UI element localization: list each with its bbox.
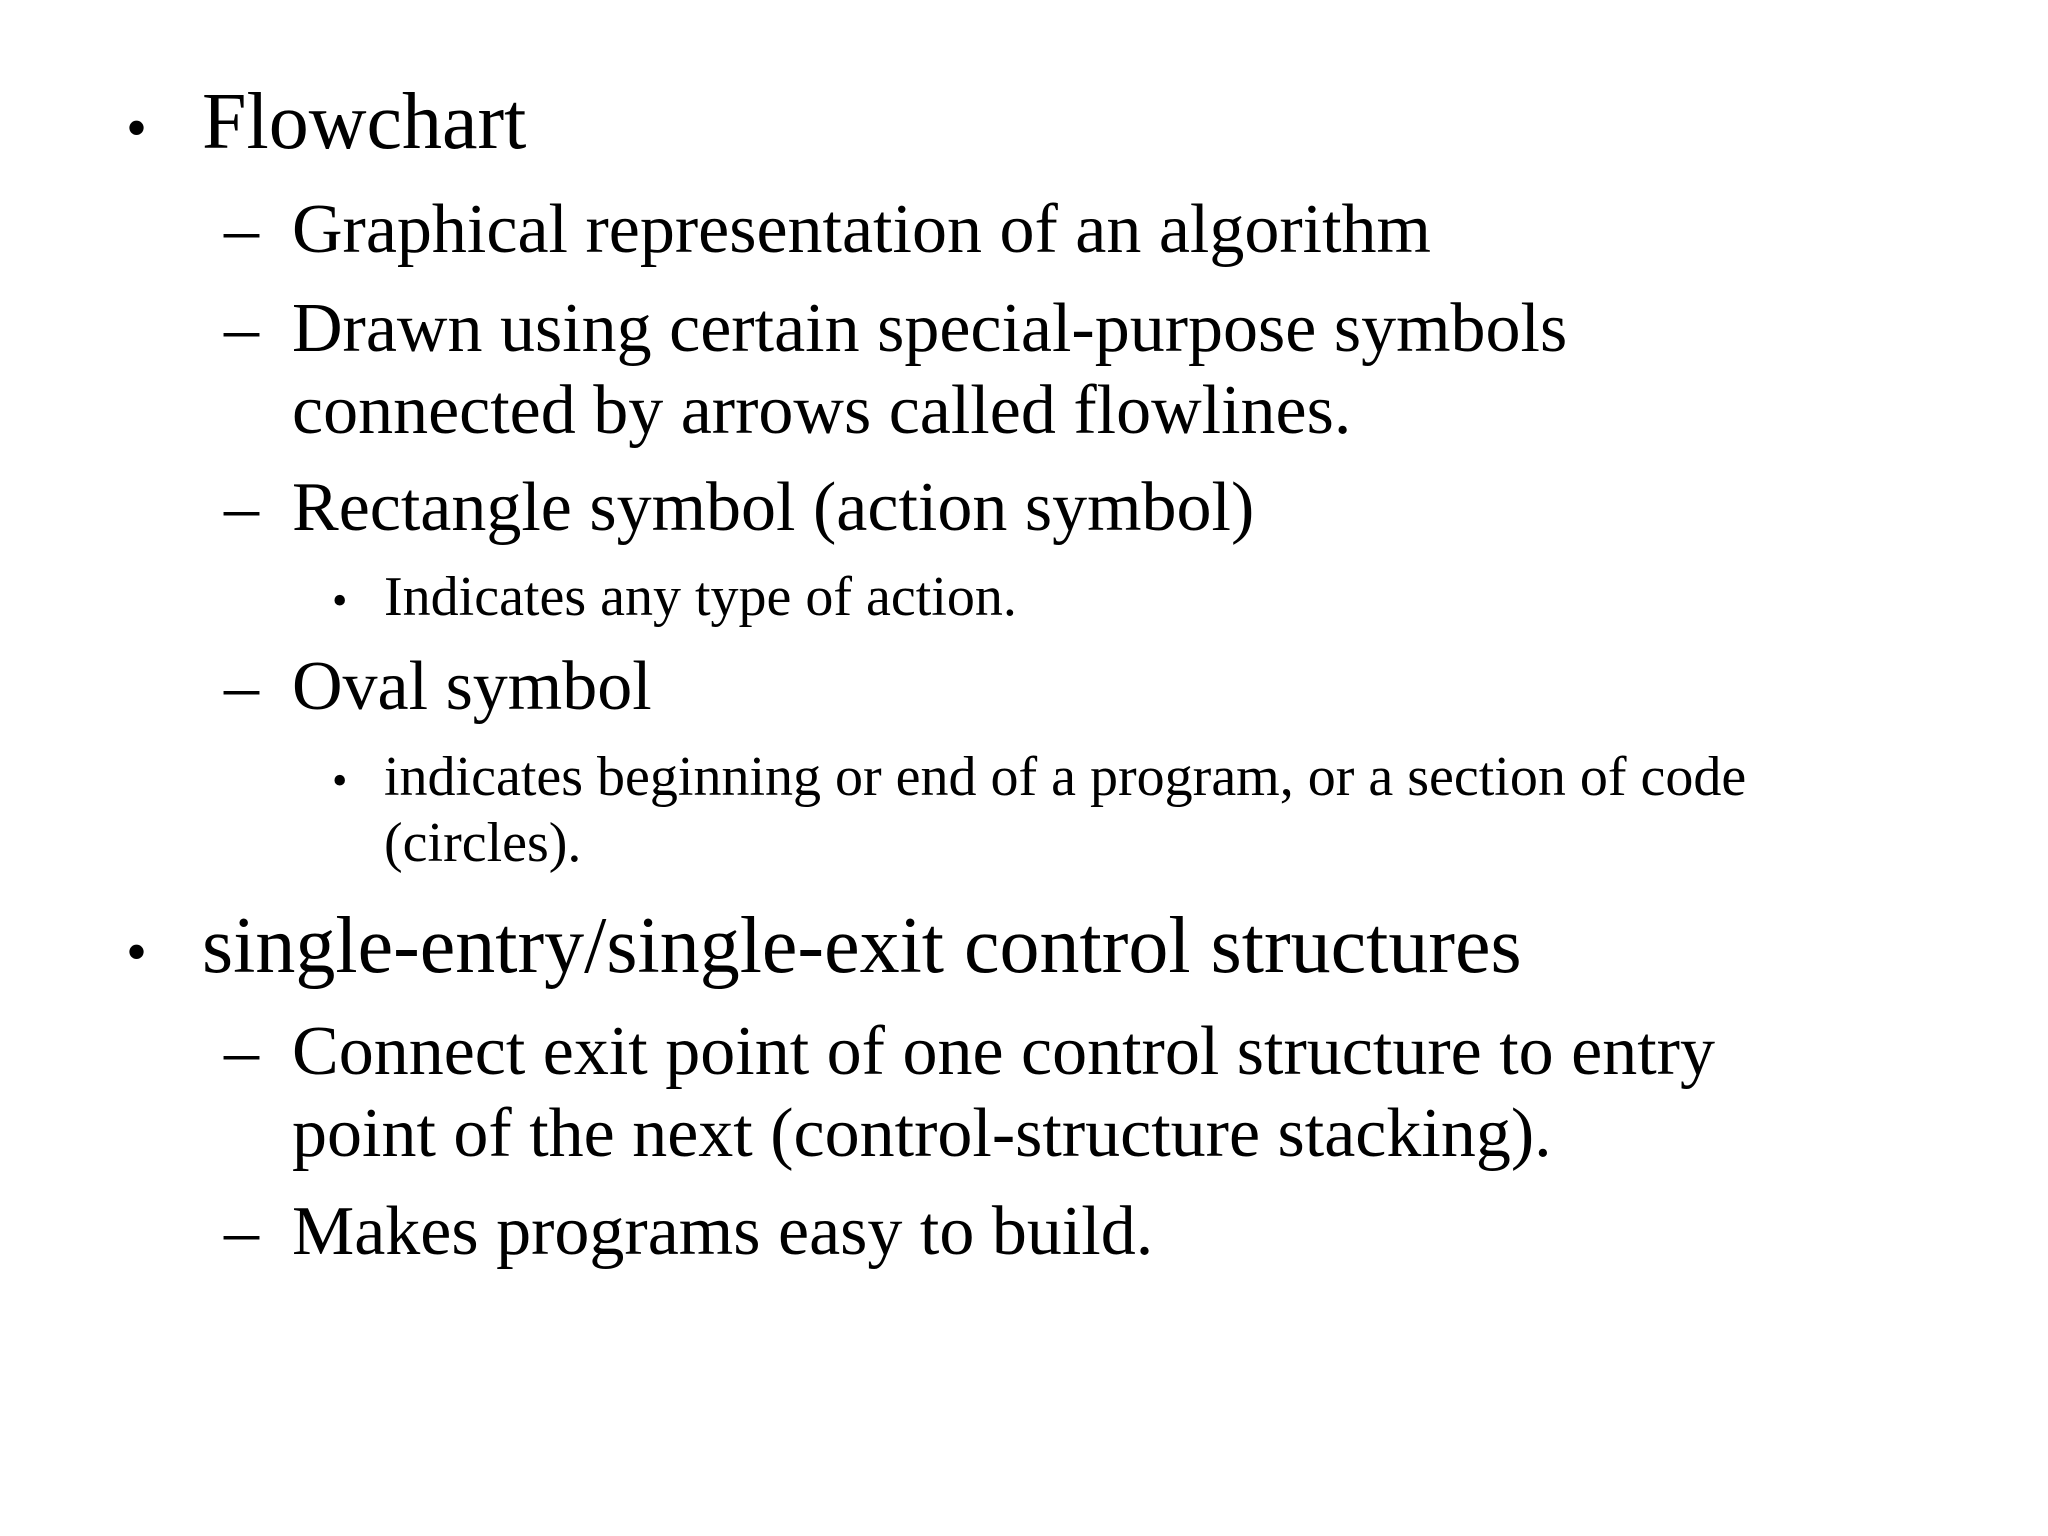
bullet-marker: • xyxy=(126,919,148,985)
bullet-text: Flowchart xyxy=(202,78,527,166)
sub-item-text: Connect exit point of one control structure to entry point of the next (control-structure stacking). xyxy=(292,1013,1715,1172)
dash-marker: – xyxy=(224,290,259,367)
sub-item-text: Rectangle symbol (action symbol) xyxy=(292,469,1255,546)
dash-marker: – xyxy=(224,191,259,268)
detail-item-beginning-end xyxy=(332,744,1746,876)
detail-item-text: indicates beginning or end of a program, or a section of code (circles). xyxy=(384,746,1747,874)
sub-item-rectangle-symbol xyxy=(224,467,1254,549)
bullet-item-control-structures xyxy=(126,898,1522,1000)
sub-item-connect-exit-point xyxy=(224,1011,1715,1175)
sub-item-drawn-using-symbols xyxy=(224,288,1567,452)
bullet-text: single-entry/single-exit control structures xyxy=(202,902,1522,990)
sub-item-easy-to-build xyxy=(224,1191,1153,1273)
sub-item-text: Oval symbol xyxy=(292,648,652,725)
bullet-item-flowchart xyxy=(126,74,526,176)
bullet-marker: • xyxy=(332,756,348,805)
bullet-marker: • xyxy=(126,95,148,161)
dash-marker: – xyxy=(224,1193,259,1270)
sub-item-oval-symbol xyxy=(224,646,652,728)
dash-marker: – xyxy=(224,648,259,725)
sub-item-text: Drawn using certain special-purpose symbols connected by arrows called flowlines. xyxy=(292,290,1568,449)
sub-item-text: Makes programs easy to build. xyxy=(292,1193,1154,1270)
bullet-marker: • xyxy=(332,576,348,625)
dash-marker: – xyxy=(224,469,259,546)
sub-item-text: Graphical representation of an algorithm xyxy=(292,191,1432,268)
sub-item-graphical-representation xyxy=(224,189,1431,271)
dash-marker: – xyxy=(224,1013,259,1090)
detail-item-text: Indicates any type of action. xyxy=(384,566,1017,628)
detail-item-any-action xyxy=(332,564,1017,634)
